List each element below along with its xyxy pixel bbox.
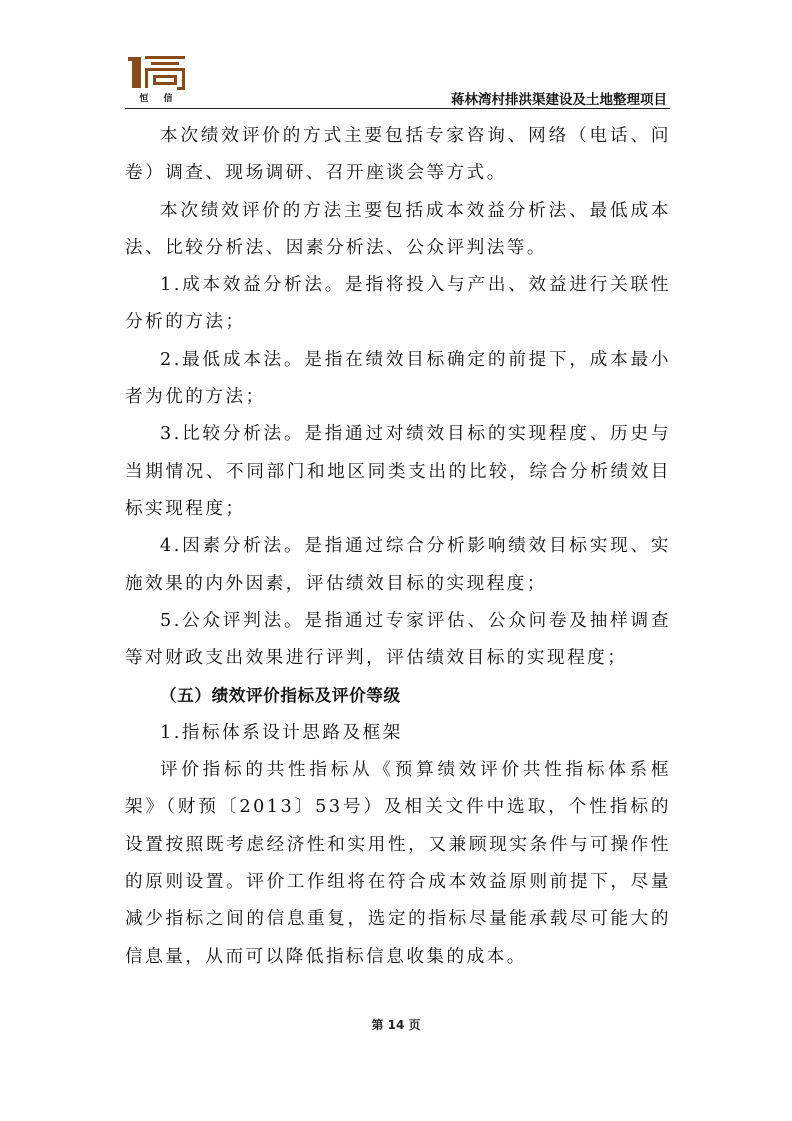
header-project-title: 蒋林湾村排洪渠建设及土地整理项目 <box>451 92 667 108</box>
page-content <box>125 118 671 976</box>
paragraph-evaluation-methods: 本次绩效评价的方法主要包括成本效益分析法、最低成本法、比较分析法、因素分析法、公众评判法等。 <box>125 200 671 258</box>
sub-heading: 1.指标体系设计思路及框架 <box>160 722 403 743</box>
list-item-factor-analysis: 4.因素分析法。是指通过综合分析影响绩效目标实现、实施效果的内外因素，评估绩效目标的实现程度； <box>125 536 671 594</box>
list-item-public-judgment: 5.公众评判法。是指通过专家评估、公众问卷及抽样调查等对财政支出效果进行评判，评估绩效目标的实现程度； <box>125 610 671 669</box>
paragraph-indicator-framework: 评价指标的共性指标从《预算绩效评价共性指标体系框架》（财预〔2013〕53号）及相关文件中选取，个性指标的设置按照既考虑经济性和实用性，又兼顾现实条件与可操作性的原则设置。评价工作组将在符合成本效益原则前提下，尽量减少指标之间的信息重复，选定的指标尽量能承载尽可能大的信息量，从而可以降低指标信息收集的成本。 <box>125 760 671 967</box>
header-divider <box>125 108 670 109</box>
page-number: 第 14 页 <box>371 1018 421 1032</box>
paragraph-evaluation-approach: 本次绩效评价的方式主要包括专家咨询、网络（电话、问卷）调查、现场调研、召开座谈会等方式。 <box>125 126 671 184</box>
list-item-comparative: 3.比较分析法。是指通过对绩效目标的实现程度、历史与当期情况、不同部门和地区同类支出的比较，综合分析绩效目标实现程度； <box>125 424 671 519</box>
company-logo <box>128 54 190 106</box>
list-item-cost-benefit: 1.成本效益分析法。是指将投入与产出、效益进行关联性分析的方法； <box>125 275 671 333</box>
logo-emblem-icon <box>128 54 190 92</box>
list-item-lowest-cost: 2.最低成本法。是指在绩效目标确定的前提下，成本最小者为优的方法； <box>125 349 671 408</box>
section-heading: （五）绩效评价指标及评价等级 <box>160 686 401 706</box>
logo-caption: 恒 信 <box>139 94 179 104</box>
